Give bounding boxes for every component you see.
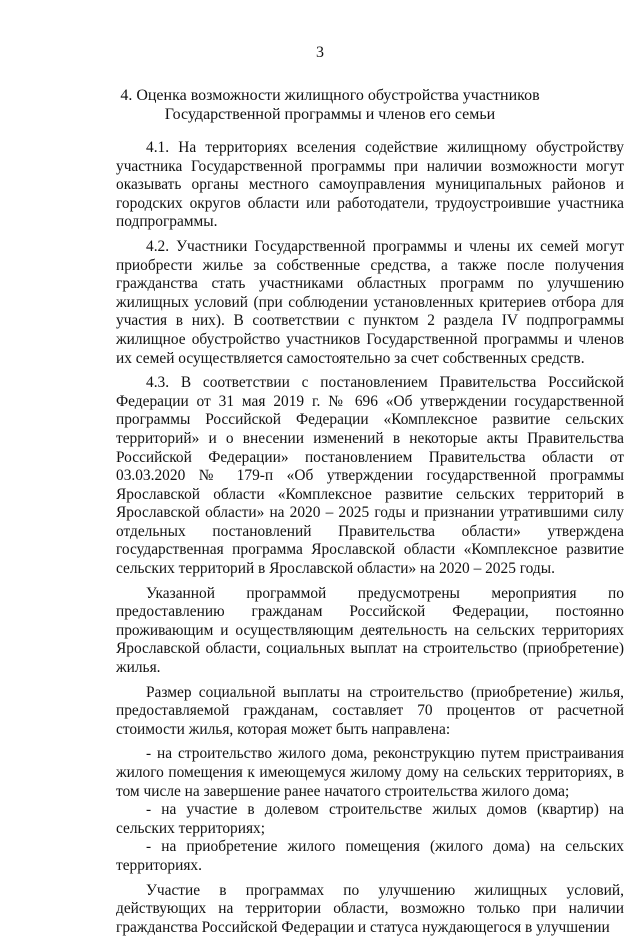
document-body xyxy=(116,139,624,937)
list-item-shared-construction: - на участие в долевом строительстве жилых домов (квартир) на сельских территориях; xyxy=(116,801,624,837)
paragraph-payment-size: Размер социальной выплаты на строительство (приобретение) жилья, предоставляемой гражданам, составляет 70 процентов от расчетной стоимости жилья, которая может быть направлена: xyxy=(116,683,624,738)
page-number: 3 xyxy=(316,44,324,61)
paragraph-participation: Участие в программах по улучшению жилищных условий, действующих на территории области, возможно только при наличии гражданства Российской Федерации и статуса нуждающегося в улучшении xyxy=(116,881,624,936)
paragraph-4-3: 4.3. В соответствии с постановлением Правительства Российской Федерации от 31 мая 2019 г. № 696 «Об утверждении государственной программы Российской Федерации «Комплексное развитие сельских территорий» и о внесении изменений в некоторые акты Правительства Российской Федерации» постановлением Правительства области от 03.03.2020 № 179-п «Об утверждении государственной программы Ярославской области «Комплексное развитие сельских территорий в Ярославской области» на 2020 – 2025 годы и признании утратившими силу отдельных постановлений Правительства области» утверждена государственная программа Ярославской области «Комплексное развитие сельских территорий в Ярославской области» на 2020 – 2025 годы. xyxy=(116,374,624,578)
list-item-purchase: - на приобретение жилого помещения (жилого дома) на сельских территориях. xyxy=(116,838,624,874)
section-heading-line-2: Государственной программы и членов его семьи xyxy=(164,106,496,123)
paragraph-4-2: 4.2. Участники Государственной программы и члены их семей могут приобрести жилье за собственные средства, а также после получения гражданства стать участниками областных программ по улучшению жилищных условий (при соблюдении установленных критериев отбора для участия в них). В соответствии с пунктом 2 раздела IV подпрограммы жилищное обустройство участников Государственной программы и членов их семей осуществляется самостоятельно за счет собственных средств. xyxy=(116,237,624,367)
paragraph-program-measures: Указанной программой предусмотрены мероприятия по предоставлению гражданам Российской Федерации, постоянно проживающим и осуществляющим деятельность на сельских территориях Ярославской области, социальных выплат на строительство (приобретение) жилья. xyxy=(116,584,624,677)
section-heading xyxy=(110,86,550,124)
paragraph-4-1: 4.1. На территориях вселения содействие жилищному обустройству участника Государственной программы при наличии возможности могут оказывать органы местного самоуправления муниципальных районов и городских округов области или работодатели, трудоустроившие участника подпрограммы. xyxy=(116,139,624,231)
section-heading-line-1: 4. Оценка возможности жилищного обустройства участников xyxy=(120,87,540,104)
list-item-construction: - на строительство жилого дома, реконструкцию путем пристраивания жилого помещения к имеющемуся жилому дому на сельских территориях, в том числе на завершение ранее начатого строительства жилого дома; xyxy=(116,745,624,800)
